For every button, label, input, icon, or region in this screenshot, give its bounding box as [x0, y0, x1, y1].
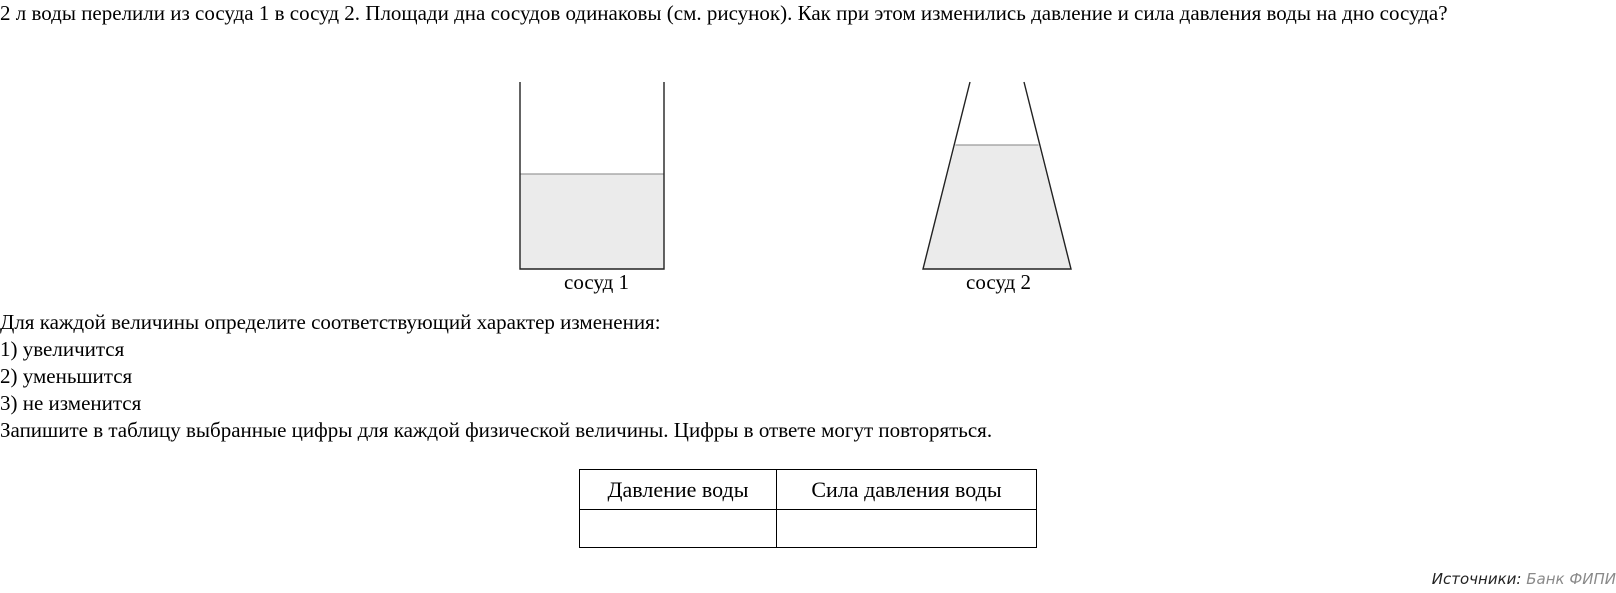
vessel-1: [520, 82, 664, 269]
vessel-1-water: [520, 174, 664, 269]
header-water-pressure-force: Сила давления воды: [777, 470, 1037, 510]
vessel-1-label: сосуд 1: [564, 270, 629, 294]
vessels-figure: [0, 78, 1616, 308]
answer-cell-water-pressure[interactable]: [580, 510, 777, 548]
vessels-drawing: [0, 78, 1616, 308]
question-text: 2 л воды перелили из сосуда 1 в сосуд 2. Площади дна сосудов одинаковы (см. рисунок). Как при этом изменились давление и сила давления воды на дно сосуда?: [0, 1, 1448, 25]
answer-cell-water-pressure-force[interactable]: [777, 510, 1037, 548]
answer-table-answer-row: [580, 510, 1037, 548]
vessel-2-label: сосуд 2: [966, 270, 1031, 294]
option-no-change: 3) не изменится: [0, 391, 142, 415]
instructions: [0, 309, 1600, 444]
source-value[interactable]: Банк ФИПИ: [1526, 570, 1616, 588]
option-decrease: 2) уменьшится: [0, 364, 133, 388]
instructions-intro: Для каждой величины определите соответствующий характер изменения:: [0, 310, 661, 334]
vessel-2: [923, 82, 1071, 269]
answer-table-header-row: [580, 470, 1037, 510]
source-label: Источники:: [1431, 570, 1522, 588]
source-credit: [1432, 569, 1616, 589]
answer-table: [579, 469, 1037, 548]
header-water-pressure: Давление воды: [580, 470, 777, 510]
instructions-task: Запишите в таблицу выбранные цифры для каждой физической величины. Цифры в ответе могут повторяться.: [0, 418, 993, 442]
option-increase: 1) увеличится: [0, 337, 125, 361]
vessel-2-water: [923, 145, 1071, 269]
